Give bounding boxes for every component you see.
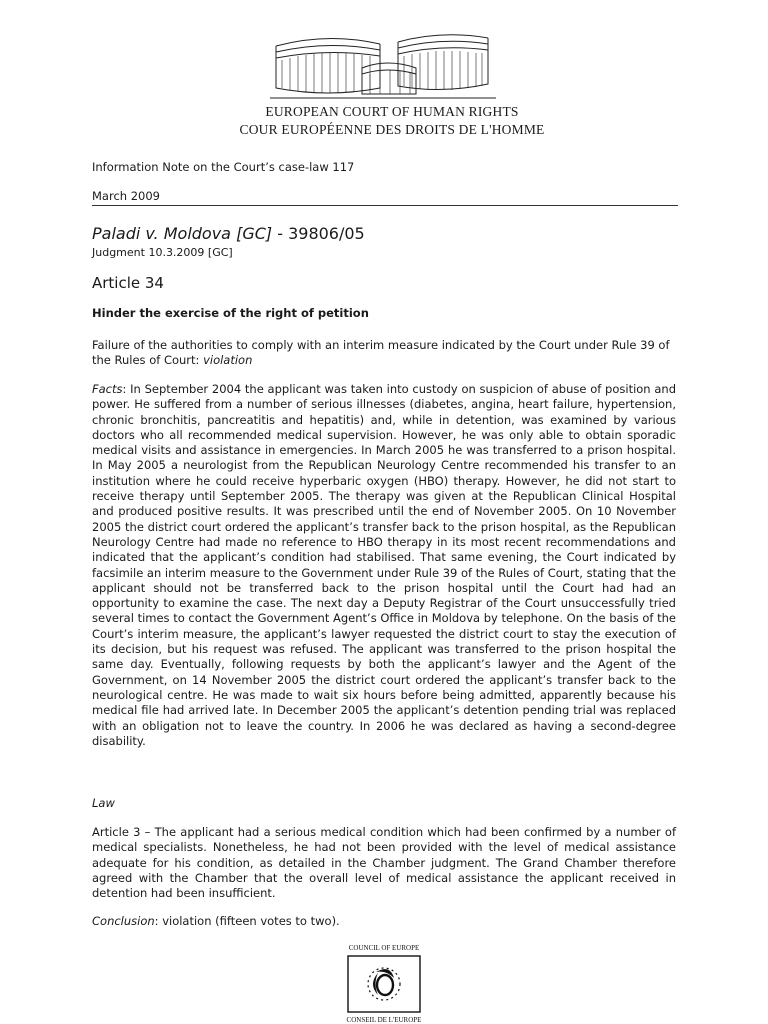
- case-separator: -: [272, 224, 289, 243]
- conclusion-paragraph: [92, 914, 676, 929]
- article-heading: Article 34: [92, 274, 164, 292]
- summary-paragraph: [92, 338, 676, 369]
- case-name: Paladi v. Moldova [GC]: [92, 224, 273, 243]
- summary-text: Failure of the authorities to comply with an interim measure indicated by the Court under Rule 39 of the Rules of Court:: [92, 338, 670, 368]
- keyword-heading: Hinder the exercise of the right of petition: [92, 306, 369, 320]
- header-divider: [92, 205, 678, 206]
- facts-text: : In September 2004 the applicant was taken into custody on suspicion of abuse of position and power. He suffered from a number of serious illnesses (diabetes, angina, heart failure, hypertension, chronic bronchitis, pancreatitis and hepatitis) and, while in detention, was examined by various doctors who all recommended medical supervision. However, he was only able to obtain sporadic medical visits and assistance in emergencies. In March 2005 he was transferred to a prison hospital. In May 2005 a neurologist from the Republican Neurology Centre recommended his transfer to an institution where he could receive hyperbaric oxygen (HBO) therapy. However, he did not start to receive therapy until September 2005. The therapy was given at the Republican Clinical Hospital and produced positive results. It was prescribed until the end of November 2005. On 10 November 2005 the district court ordered the applicant’s transfer back to the prison hospital, as the Republican Neurology Centre had made no reference to HBO therapy in its most recent recommendations and indicated that the applicant’s condition had stabilised. That same evening, the Court indicated by facsimile an interim measure to the Government under Rule 39 of the Rules of Court, stating that the applicant should not be transferred back to the prison hospital until the Court had had an opportunity to examine the case. The next day a Deputy Registrar of the Court unsuccessfully tried several times to contact the Government Agent’s Office in Moldova by telephone. On the basis of the Court’s interim measure, the applicant’s lawyer requested the district court to stay the execution of its decision, but his request was refused. The applicant was transferred to the prison hospital the same day. Eventually, following requests by both the applicant’s lawyer and the Agent of the Government, on 14 November 2005 the district court ordered the applicant’s transfer back to the neurological centre. He was made to wait six hours before being admitted, apparently because his medical file had arrived late. In December 2005 the applicant’s detention pending trial was replaced with an obligation not to leave the country. In 2006 he was declared as having a second-degree disability.: [92, 382, 676, 748]
- summary-outcome: violation: [203, 353, 253, 368]
- court-name-fr: COUR EUROPÉENNE DES DROITS DE L'HOMME: [239, 122, 545, 137]
- case-title: [92, 224, 365, 243]
- information-note-title: Information Note on the Court’s case-law 117: [92, 160, 355, 174]
- court-building-logo: [270, 28, 500, 102]
- application-number: 39806/05: [288, 224, 365, 243]
- note-date: March 2009: [92, 189, 160, 203]
- council-of-europe-logo: [340, 942, 428, 1024]
- court-name-en: EUROPEAN COURT OF HUMAN RIGHTS: [265, 104, 519, 119]
- conclusion-label: Conclusion: [92, 914, 155, 928]
- facts-paragraph: [92, 382, 676, 749]
- article3-paragraph: Article 3 – The applicant had a serious medical condition which had been confirmed by a number of medical specialists. Nonetheless, he had not been provided with the level of medical assistance adequate for his condition, as detailed in the Chamber judgment. The Grand Chamber therefore agreed with the Chamber that the overall level of medical assistance the applicant received in detention had been insufficient.: [92, 825, 676, 901]
- judgment-date: Judgment 10.3.2009 [GC]: [92, 246, 233, 259]
- conclusion-text: : violation (fifteen votes to two).: [154, 914, 340, 928]
- law-heading: [92, 796, 676, 811]
- coe-logo-text-fr: CONSEIL DE L'EUROPE: [346, 1016, 422, 1024]
- law-heading-text: Law: [92, 796, 115, 810]
- coe-logo-text-en: COUNCIL OF EUROPE: [348, 944, 420, 952]
- facts-label: Facts: [92, 382, 123, 396]
